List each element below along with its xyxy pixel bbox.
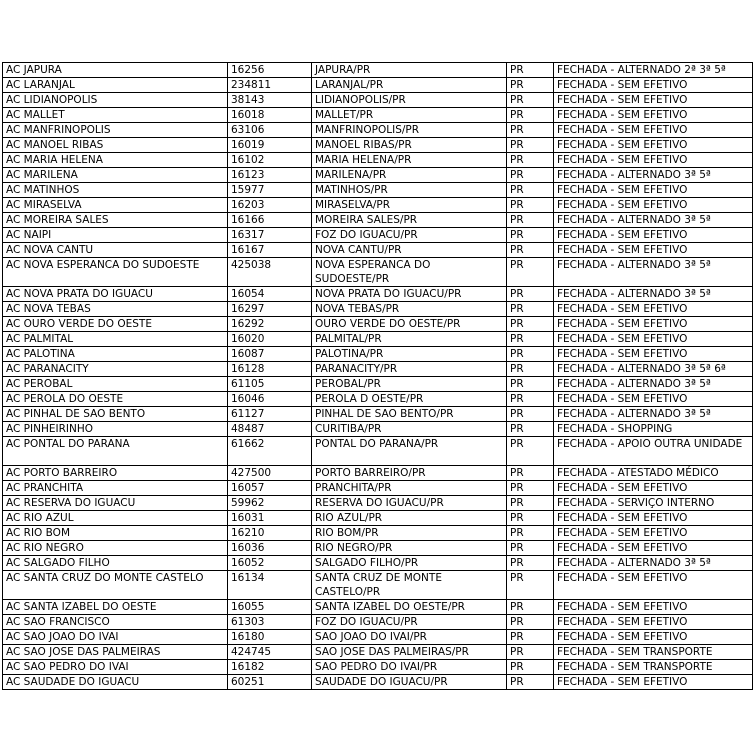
agency-name-cell: AC PEROBAL [3,377,228,392]
city-cell: FOZ DO IGUACU/PR [312,228,507,243]
status-cell: FECHADA - ALTERNADO 3ª 5ª [554,407,753,422]
city-cell: NOVA PRATA DO IGUACU/PR [312,287,507,302]
city-cell: OURO VERDE DO OESTE/PR [312,317,507,332]
city-cell: PORTO BARREIRO/PR [312,466,507,481]
status-cell: FECHADA - SEM EFETIVO [554,332,753,347]
city-cell: PEROBAL/PR [312,377,507,392]
state-cell: PR [507,437,554,466]
agency-name-cell: AC MATINHOS [3,183,228,198]
agency-name-cell: AC RIO BOM [3,526,228,541]
agency-code-cell: 16210 [228,526,312,541]
status-cell: FECHADA - ALTERNADO 3ª 5ª [554,377,753,392]
agency-code-cell: 16031 [228,511,312,526]
table-row [3,511,753,526]
state-cell: PR [507,481,554,496]
status-cell: FECHADA - SEM EFETIVO [554,615,753,630]
status-cell: FECHADA - SEM EFETIVO [554,481,753,496]
table-row [3,600,753,615]
agency-name-cell: AC MARILENA [3,168,228,183]
state-cell: PR [507,302,554,317]
agency-code-cell: 234811 [228,78,312,93]
state-cell: PR [507,466,554,481]
agency-code-cell: 61105 [228,377,312,392]
agency-name-cell: AC PALMITAL [3,332,228,347]
agency-name-cell: AC NAIPI [3,228,228,243]
status-cell: FECHADA - SEM EFETIVO [554,511,753,526]
agency-code-cell: 16297 [228,302,312,317]
agency-code-cell: 61127 [228,407,312,422]
agency-code-cell: 424745 [228,645,312,660]
status-cell: FECHADA - ALTERNADO 3ª 5ª [554,258,753,287]
agency-code-cell: 16292 [228,317,312,332]
agency-name-cell: AC PEROLA DO OESTE [3,392,228,407]
state-cell: PR [507,317,554,332]
state-cell: PR [507,362,554,377]
agency-code-cell: 16055 [228,600,312,615]
status-cell: FECHADA - ALTERNADO 2ª 3ª 5ª [554,63,753,78]
agency-code-cell: 38143 [228,93,312,108]
status-cell: FECHADA - SEM EFETIVO [554,630,753,645]
table-row [3,332,753,347]
table-row [3,63,753,78]
table-row [3,287,753,302]
agency-name-cell: AC PINHAL DE SAO BENTO [3,407,228,422]
state-cell: PR [507,63,554,78]
state-cell: PR [507,228,554,243]
agency-code-cell: 16123 [228,168,312,183]
agency-name-cell: AC PORTO BARREIRO [3,466,228,481]
agency-name-cell: AC RIO NEGRO [3,541,228,556]
agency-code-cell: 16182 [228,660,312,675]
agency-name-cell: AC MALLET [3,108,228,123]
status-cell: FECHADA - SEM EFETIVO [554,78,753,93]
agency-name-cell: AC LIDIANOPOLIS [3,93,228,108]
table-row [3,317,753,332]
status-cell: FECHADA - ATESTADO MÉDICO [554,466,753,481]
city-cell: FOZ DO IGUACU/PR [312,615,507,630]
agency-code-cell: 16019 [228,138,312,153]
agency-name-cell: AC JAPURA [3,63,228,78]
agency-name-cell: AC OURO VERDE DO OESTE [3,317,228,332]
city-cell: PINHAL DE SAO BENTO/PR [312,407,507,422]
state-cell: PR [507,138,554,153]
state-cell: PR [507,347,554,362]
city-cell: PONTAL DO PARANA/PR [312,437,507,466]
status-cell: FECHADA - SERVIÇO INTERNO [554,496,753,511]
city-cell: SAO JOAO DO IVAI/PR [312,630,507,645]
agency-code-cell: 15977 [228,183,312,198]
state-cell: PR [507,377,554,392]
status-cell: FECHADA - SEM EFETIVO [554,347,753,362]
city-cell: RESERVA DO IGUACU/PR [312,496,507,511]
agency-code-cell: 16057 [228,481,312,496]
agency-code-cell: 16128 [228,362,312,377]
agency-name-cell: AC NOVA ESPERANCA DO SUDOESTE [3,258,228,287]
agency-name-cell: AC NOVA PRATA DO IGUACU [3,287,228,302]
agency-name-cell: AC SANTA CRUZ DO MONTE CASTELO [3,571,228,600]
status-cell: FECHADA - SEM EFETIVO [554,243,753,258]
city-cell: NOVA CANTU/PR [312,243,507,258]
state-cell: PR [507,153,554,168]
agency-name-cell: AC RIO AZUL [3,511,228,526]
status-cell: FECHADA - SEM TRANSPORTE [554,645,753,660]
city-cell: MARIA HELENA/PR [312,153,507,168]
status-cell: FECHADA - SEM EFETIVO [554,123,753,138]
status-cell: FECHADA - SHOPPING [554,422,753,437]
agency-code-cell: 16180 [228,630,312,645]
status-cell: FECHADA - SEM EFETIVO [554,600,753,615]
status-cell: FECHADA - SEM EFETIVO [554,108,753,123]
status-cell: FECHADA - ALTERNADO 3ª 5ª [554,556,753,571]
status-cell: FECHADA - SEM EFETIVO [554,675,753,690]
agency-name-cell: AC PINHEIRINHO [3,422,228,437]
status-cell: FECHADA - APOIO OUTRA UNIDADE [554,437,753,466]
agency-name-cell: AC MIRASELVA [3,198,228,213]
agency-name-cell: AC SAO PEDRO DO IVAI [3,660,228,675]
agency-code-cell: 16167 [228,243,312,258]
state-cell: PR [507,615,554,630]
agency-code-cell: 16317 [228,228,312,243]
state-cell: PR [507,407,554,422]
state-cell: PR [507,243,554,258]
state-cell: PR [507,93,554,108]
agency-code-cell: 16054 [228,287,312,302]
city-cell: PARANACITY/PR [312,362,507,377]
agency-name-cell: AC MANFRINOPOLIS [3,123,228,138]
agency-code-cell: 16166 [228,213,312,228]
state-cell: PR [507,660,554,675]
agency-name-cell: AC PARANACITY [3,362,228,377]
table-row [3,422,753,437]
table-row [3,302,753,317]
table-row [3,675,753,690]
table-row [3,407,753,422]
state-cell: PR [507,168,554,183]
table-row [3,153,753,168]
agency-name-cell: AC SANTA IZABEL DO OESTE [3,600,228,615]
agency-name-cell: AC MANOEL RIBAS [3,138,228,153]
agency-name-cell: AC SAUDADE DO IGUACU [3,675,228,690]
table-row [3,183,753,198]
agency-code-cell: 61662 [228,437,312,466]
agency-code-cell: 16203 [228,198,312,213]
agency-name-cell: AC LARANJAL [3,78,228,93]
status-cell: FECHADA - SEM EFETIVO [554,526,753,541]
status-cell: FECHADA - SEM TRANSPORTE [554,660,753,675]
city-cell: MATINHOS/PR [312,183,507,198]
table-row [3,213,753,228]
agency-name-cell: AC MOREIRA SALES [3,213,228,228]
agency-code-cell: 16052 [228,556,312,571]
agency-name-cell: AC SAO JOSE DAS PALMEIRAS [3,645,228,660]
city-cell: SANTA IZABEL DO OESTE/PR [312,600,507,615]
table-row [3,437,753,466]
agency-name-cell: AC NOVA TEBAS [3,302,228,317]
status-cell: FECHADA - SEM EFETIVO [554,571,753,600]
agency-code-cell: 48487 [228,422,312,437]
table-row [3,228,753,243]
city-cell: MIRASELVA/PR [312,198,507,213]
city-cell: CURITIBA/PR [312,422,507,437]
table-row [3,526,753,541]
state-cell: PR [507,287,554,302]
agency-name-cell: AC SAO FRANCISCO [3,615,228,630]
table-row [3,556,753,571]
city-cell: RIO AZUL/PR [312,511,507,526]
status-cell: FECHADA - SEM EFETIVO [554,392,753,407]
status-cell: FECHADA - SEM EFETIVO [554,228,753,243]
agency-code-cell: 425038 [228,258,312,287]
agency-name-cell: AC NOVA CANTU [3,243,228,258]
city-cell: PALMITAL/PR [312,332,507,347]
city-cell: SAO PEDRO DO IVAI/PR [312,660,507,675]
status-cell: FECHADA - ALTERNADO 3ª 5ª [554,287,753,302]
table-row [3,630,753,645]
state-cell: PR [507,123,554,138]
city-cell: SAUDADE DO IGUACU/PR [312,675,507,690]
table-row [3,496,753,511]
table-row [3,93,753,108]
table-row [3,466,753,481]
status-cell: FECHADA - SEM EFETIVO [554,183,753,198]
agency-name-cell: AC MARIA HELENA [3,153,228,168]
status-cell: FECHADA - SEM EFETIVO [554,541,753,556]
status-cell: FECHADA - SEM EFETIVO [554,317,753,332]
state-cell: PR [507,645,554,660]
table-row [3,258,753,287]
state-cell: PR [507,392,554,407]
status-cell: FECHADA - SEM EFETIVO [554,198,753,213]
agency-name-cell: AC SALGADO FILHO [3,556,228,571]
status-cell: FECHADA - SEM EFETIVO [554,302,753,317]
city-cell: JAPURA/PR [312,63,507,78]
state-cell: PR [507,496,554,511]
agency-name-cell: AC PALOTINA [3,347,228,362]
city-cell: MARILENA/PR [312,168,507,183]
city-cell: LIDIANOPOLIS/PR [312,93,507,108]
agency-name-cell: AC RESERVA DO IGUACU [3,496,228,511]
state-cell: PR [507,526,554,541]
agency-code-cell: 16020 [228,332,312,347]
state-cell: PR [507,108,554,123]
city-cell: PALOTINA/PR [312,347,507,362]
state-cell: PR [507,675,554,690]
agency-code-cell: 16018 [228,108,312,123]
agency-code-cell: 16046 [228,392,312,407]
table-row [3,347,753,362]
state-cell: PR [507,422,554,437]
agency-code-cell: 16102 [228,153,312,168]
table-row [3,243,753,258]
state-cell: PR [507,511,554,526]
status-cell: FECHADA - SEM EFETIVO [554,138,753,153]
city-cell: PEROLA D OESTE/PR [312,392,507,407]
state-cell: PR [507,213,554,228]
table-row [3,362,753,377]
agency-name-cell: AC SAO JOAO DO IVAI [3,630,228,645]
city-cell: MANFRINOPOLIS/PR [312,123,507,138]
city-cell: PRANCHITA/PR [312,481,507,496]
table-row [3,660,753,675]
agency-code-cell: 16087 [228,347,312,362]
state-cell: PR [507,198,554,213]
state-cell: PR [507,571,554,600]
city-cell: SALGADO FILHO/PR [312,556,507,571]
table-row [3,571,753,600]
status-cell: FECHADA - SEM EFETIVO [554,153,753,168]
table-row [3,78,753,93]
agency-name-cell: AC PRANCHITA [3,481,228,496]
status-cell: FECHADA - ALTERNADO 3ª 5ª 6ª [554,362,753,377]
table-row [3,198,753,213]
state-cell: PR [507,183,554,198]
state-cell: PR [507,600,554,615]
state-cell: PR [507,630,554,645]
agency-code-cell: 16256 [228,63,312,78]
state-cell: PR [507,78,554,93]
city-cell: RIO BOM/PR [312,526,507,541]
table-row [3,392,753,407]
city-cell: SANTA CRUZ DE MONTE CASTELO/PR [312,571,507,600]
table-row [3,377,753,392]
agency-code-cell: 59962 [228,496,312,511]
table-row [3,168,753,183]
status-cell: FECHADA - ALTERNADO 3ª 5ª [554,213,753,228]
agency-code-cell: 16036 [228,541,312,556]
state-cell: PR [507,541,554,556]
table-row [3,615,753,630]
agency-code-cell: 63106 [228,123,312,138]
agency-status-table [2,62,753,690]
agency-code-cell: 60251 [228,675,312,690]
table-row [3,138,753,153]
state-cell: PR [507,258,554,287]
city-cell: MALLET/PR [312,108,507,123]
status-cell: FECHADA - SEM EFETIVO [554,93,753,108]
table-row [3,645,753,660]
city-cell: NOVA ESPERANCA DO SUDOESTE/PR [312,258,507,287]
table-row [3,108,753,123]
table-row [3,541,753,556]
agency-code-cell: 16134 [228,571,312,600]
city-cell: MOREIRA SALES/PR [312,213,507,228]
agency-code-cell: 427500 [228,466,312,481]
city-cell: SAO JOSE DAS PALMEIRAS/PR [312,645,507,660]
city-cell: NOVA TEBAS/PR [312,302,507,317]
table-row [3,481,753,496]
city-cell: LARANJAL/PR [312,78,507,93]
city-cell: RIO NEGRO/PR [312,541,507,556]
status-cell: FECHADA - ALTERNADO 3ª 5ª [554,168,753,183]
agency-name-cell: AC PONTAL DO PARANA [3,437,228,466]
state-cell: PR [507,556,554,571]
table-row [3,123,753,138]
agency-code-cell: 61303 [228,615,312,630]
state-cell: PR [507,332,554,347]
city-cell: MANOEL RIBAS/PR [312,138,507,153]
